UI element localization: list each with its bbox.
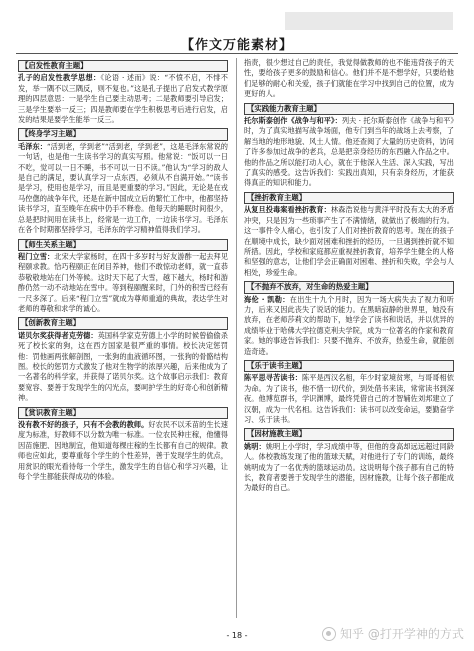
section-heading: 【乐于读书主题】: [244, 360, 454, 372]
watermark-text: 知乎 @打开学神的方式: [340, 627, 464, 641]
material-paragraph: [244, 116, 454, 189]
page-number: - 18 -: [226, 631, 248, 640]
paragraph-text: 陈平是西汉名相，年少时家境贫寒，与哥哥相依为命。为了读书，他不惜一切代价，到处借书来读，常常读书到深夜。他博览群书，学识渊博，最终凭借自己的才智辅佐刘邦建立了汉朝，成为一代名相。这告诉我们：读书可以改变命运，要勤奋学习、乐于读书。: [244, 373, 454, 424]
material-section: [244, 103, 454, 189]
paragraph-text: 姚明上小学时，学习成绩中等，但他的身高却远远超过同龄人。体校教练发现了他的篮球天赋，对他进行了专门的训练，最终姚明成为了一名优秀的篮球运动员。这说明每个孩子都有自己的特长，教育者要善于发现学生的潜能，因材施教，让每个孩子都能成为最好的自己。: [244, 441, 454, 493]
material-paragraph: [18, 252, 228, 314]
paragraph-lead: 程门立雪：: [18, 251, 55, 261]
paragraph-lead: 没有教不好的孩子，只有不会教的教师。: [18, 420, 149, 429]
material-paragraph: [244, 58, 454, 100]
section-heading: 【实践能力教育主题】: [244, 103, 454, 115]
section-heading: 【不抛弃不放弃，对生命的热爱主题】: [244, 281, 454, 293]
watermark: [322, 625, 464, 642]
left-column: [18, 58, 228, 626]
paragraph-text: 英国科学家克劳德上小学的时候曾偷偷杀死了校长家的狗，这在西方国家是很严重的事情。校长决定惩罚他：罚他画两张解剖图，一张狗的血液循环图，一张狗的骨骼结构图。校长的惩罚方式激发了他对生物学的浓厚兴趣，后来他成为了一名著名的科学家，并获得了诺贝尔奖。这个故事启示我们：教育要宽容、要善于发现学生的闪光点，要呵护学生的好奇心和创新精神。: [18, 330, 228, 403]
material-paragraph: [244, 442, 454, 494]
material-paragraph: [244, 373, 454, 425]
material-section: [18, 317, 228, 403]
material-paragraph: [18, 142, 228, 236]
paragraph-lead: 孔子的启发性教学思想：: [18, 73, 101, 83]
paragraph-text: 在出生十九个月时，因为一场大病失去了视力和听力，后来又因此丧失了说话的能力。在黑暗寂静的世界里，她没有放弃，在老师莎莉文的帮助下，她学会了读书和说话，并以优异的成绩毕业于哈佛大学拉德克利夫学院，成为一位著名的作家和教育家。她的事迹告诉我们：只要不抛弃、不放弃，热爱生命，就能创造奇迹。: [244, 294, 454, 356]
material-section: [244, 58, 454, 100]
material-section: [18, 239, 228, 315]
paragraph-text: 指责，很少想过自己的责任，我觉得做教师的也不能违背孩子的天性，要给孩子更多的鼓励和信心。他们并不是不想学好，只要给他们足够的耐心和关爱，孩子们就能在学习中找到自己的位置，成为更好的人。: [244, 58, 454, 99]
section-heading: 【师生关系主题】: [18, 239, 228, 251]
paragraph-text: 列夫 · 托尔斯泰创作《战争与和平》时，为了真实地描写战争场面，他专门到当年的战场上去考察，了解当地的地形地貌、风土人情。他还查阅了大量的历史资料，访问了许多参加过战争的老兵，总是把亲身经历的东西融入作品之中。他的作品之所以能打动人心，就在于他深入生活、深入实践，写出了真实的感受。这告诉我们：实践出真知，只有亲身经历，才能获得真正的知识和能力。: [244, 116, 454, 188]
paragraph-text: 北宋大学家杨时，在四十多岁时与好友游酢一起去拜见程颐求教。恰巧程颐正在闭目养神，他们不敢惊动老师，就一直恭恭敬敬地站在门外等候。这时天下起了大雪，越下越大，杨时和游酢仍然一动不动地站在雪中。等到程颐醒来时，门外的积雪已经有一尺多深了。后来“程门立雪”就成为尊师重道的典故，表达学生对老师的尊敬和求学的诚心。: [18, 251, 228, 313]
material-paragraph: [18, 73, 228, 125]
title-rule: [16, 53, 458, 54]
paragraph-lead: 海伦 · 凯勒：: [244, 294, 290, 304]
material-section: [244, 192, 454, 278]
section-heading: 【启发性教育主题】: [18, 60, 228, 72]
header-bar: [285, 12, 453, 30]
material-section: [244, 281, 454, 357]
page-title: 【作文万能素材】: [180, 38, 293, 53]
material-section: [18, 128, 228, 235]
material-paragraph: [244, 295, 454, 357]
column-divider: [236, 58, 237, 618]
paragraph-lead: 姚明：: [244, 441, 266, 451]
material-section: [244, 360, 454, 425]
section-heading: 【赏识教育主题】: [18, 407, 228, 419]
material-paragraph: [244, 205, 454, 278]
paragraph-text: 《论语 · 述而》说：“不愤不启，不悱不发，举一隅不以三隅反，则不复也。”这是孔子提出了启发式教学原理的四层意思：一是学生自己要主动思考；二是教师要引导启发；三是学生要举一反三；四是教师要在学生积极思考后进行启发，启发的结果是要学生能举一反三。: [18, 73, 228, 125]
section-heading: 【创新教育主题】: [18, 317, 228, 329]
right-column: [244, 58, 454, 618]
paragraph-lead: 诺贝尔奖获得者克劳德：: [18, 330, 98, 340]
paragraph-lead: 陈平思寻苦读书：: [244, 373, 302, 383]
section-heading: 【终身学习主题】: [18, 128, 228, 140]
material-section: [18, 60, 228, 125]
paragraph-text: 好农民不以禾苗的生长速度为标准，好教师不以分数为唯一标准。一位农民种庄稼，他懂得因苗施肥、因地制宜，他知道每棵庄稼的生长都有自己的规律。教师也应如此，要尊重每个学生的个性差异，善于发现学生的优点，用赏识的眼光看待每一个学生，激发学生的自信心和学习兴趣，让每个学生都能获得成功的体验。: [18, 420, 228, 482]
zhihu-logo-icon: [322, 627, 336, 641]
section-heading: 【挫折教育主题】: [244, 192, 454, 204]
material-paragraph: [18, 420, 228, 482]
paragraph-text: 林森浩说他与黄洋平时没有太大的矛盾冲突，只是因为一些琐事产生了不满情绪，就做出了极端的行为。这一事件令人痛心，也引发了人们对挫折教育的思考。现在的孩子在顺境中成长，缺少面对困难和挫折的经历，一旦遇到挫折就不知所措。因此，学校和家庭都应重视挫折教育，培养学生健全的人格和坚强的意志，让他们学会正确面对困难、挫折和失败，学会与人相处，珍爱生命。: [244, 205, 454, 277]
paragraph-lead: 从复旦投毒案看挫折教育：: [244, 205, 331, 215]
section-heading: 【因材施教主题】: [244, 428, 454, 440]
paragraph-lead: 托尔斯泰创作《战争与和平》：: [244, 116, 342, 126]
material-paragraph: [18, 331, 228, 404]
material-section: [18, 407, 228, 483]
paragraph-lead: 毛泽东：: [18, 141, 47, 151]
paragraph-text: “活到老，学到老”“活到老，学到老”，这是毛泽东常说的一句话，也是他一生读书学习的真实写照。他常说：“饭可以一日不吃，觉可以一日不睡，书不可以一日不读。”他认为“学习的敌人是自己的满足，要认真学习一点东西，必须从不自满开始。”“读书是学习，使用也是学习，而且是更重要的学习。”因此，无论是在戎马倥偬的战争年代，还是在新中国成立后的繁忙工作中，他都坚持读书学习，直至晚年在病中仍手不释卷。他每天的睡眠时间很少，总是把时间用在读书上，经常是一边工作，一边读书学习。毛泽东在各个时期都坚持学习，毛泽东的学习精神值得我们学习。: [18, 141, 228, 235]
material-section: [244, 428, 454, 493]
